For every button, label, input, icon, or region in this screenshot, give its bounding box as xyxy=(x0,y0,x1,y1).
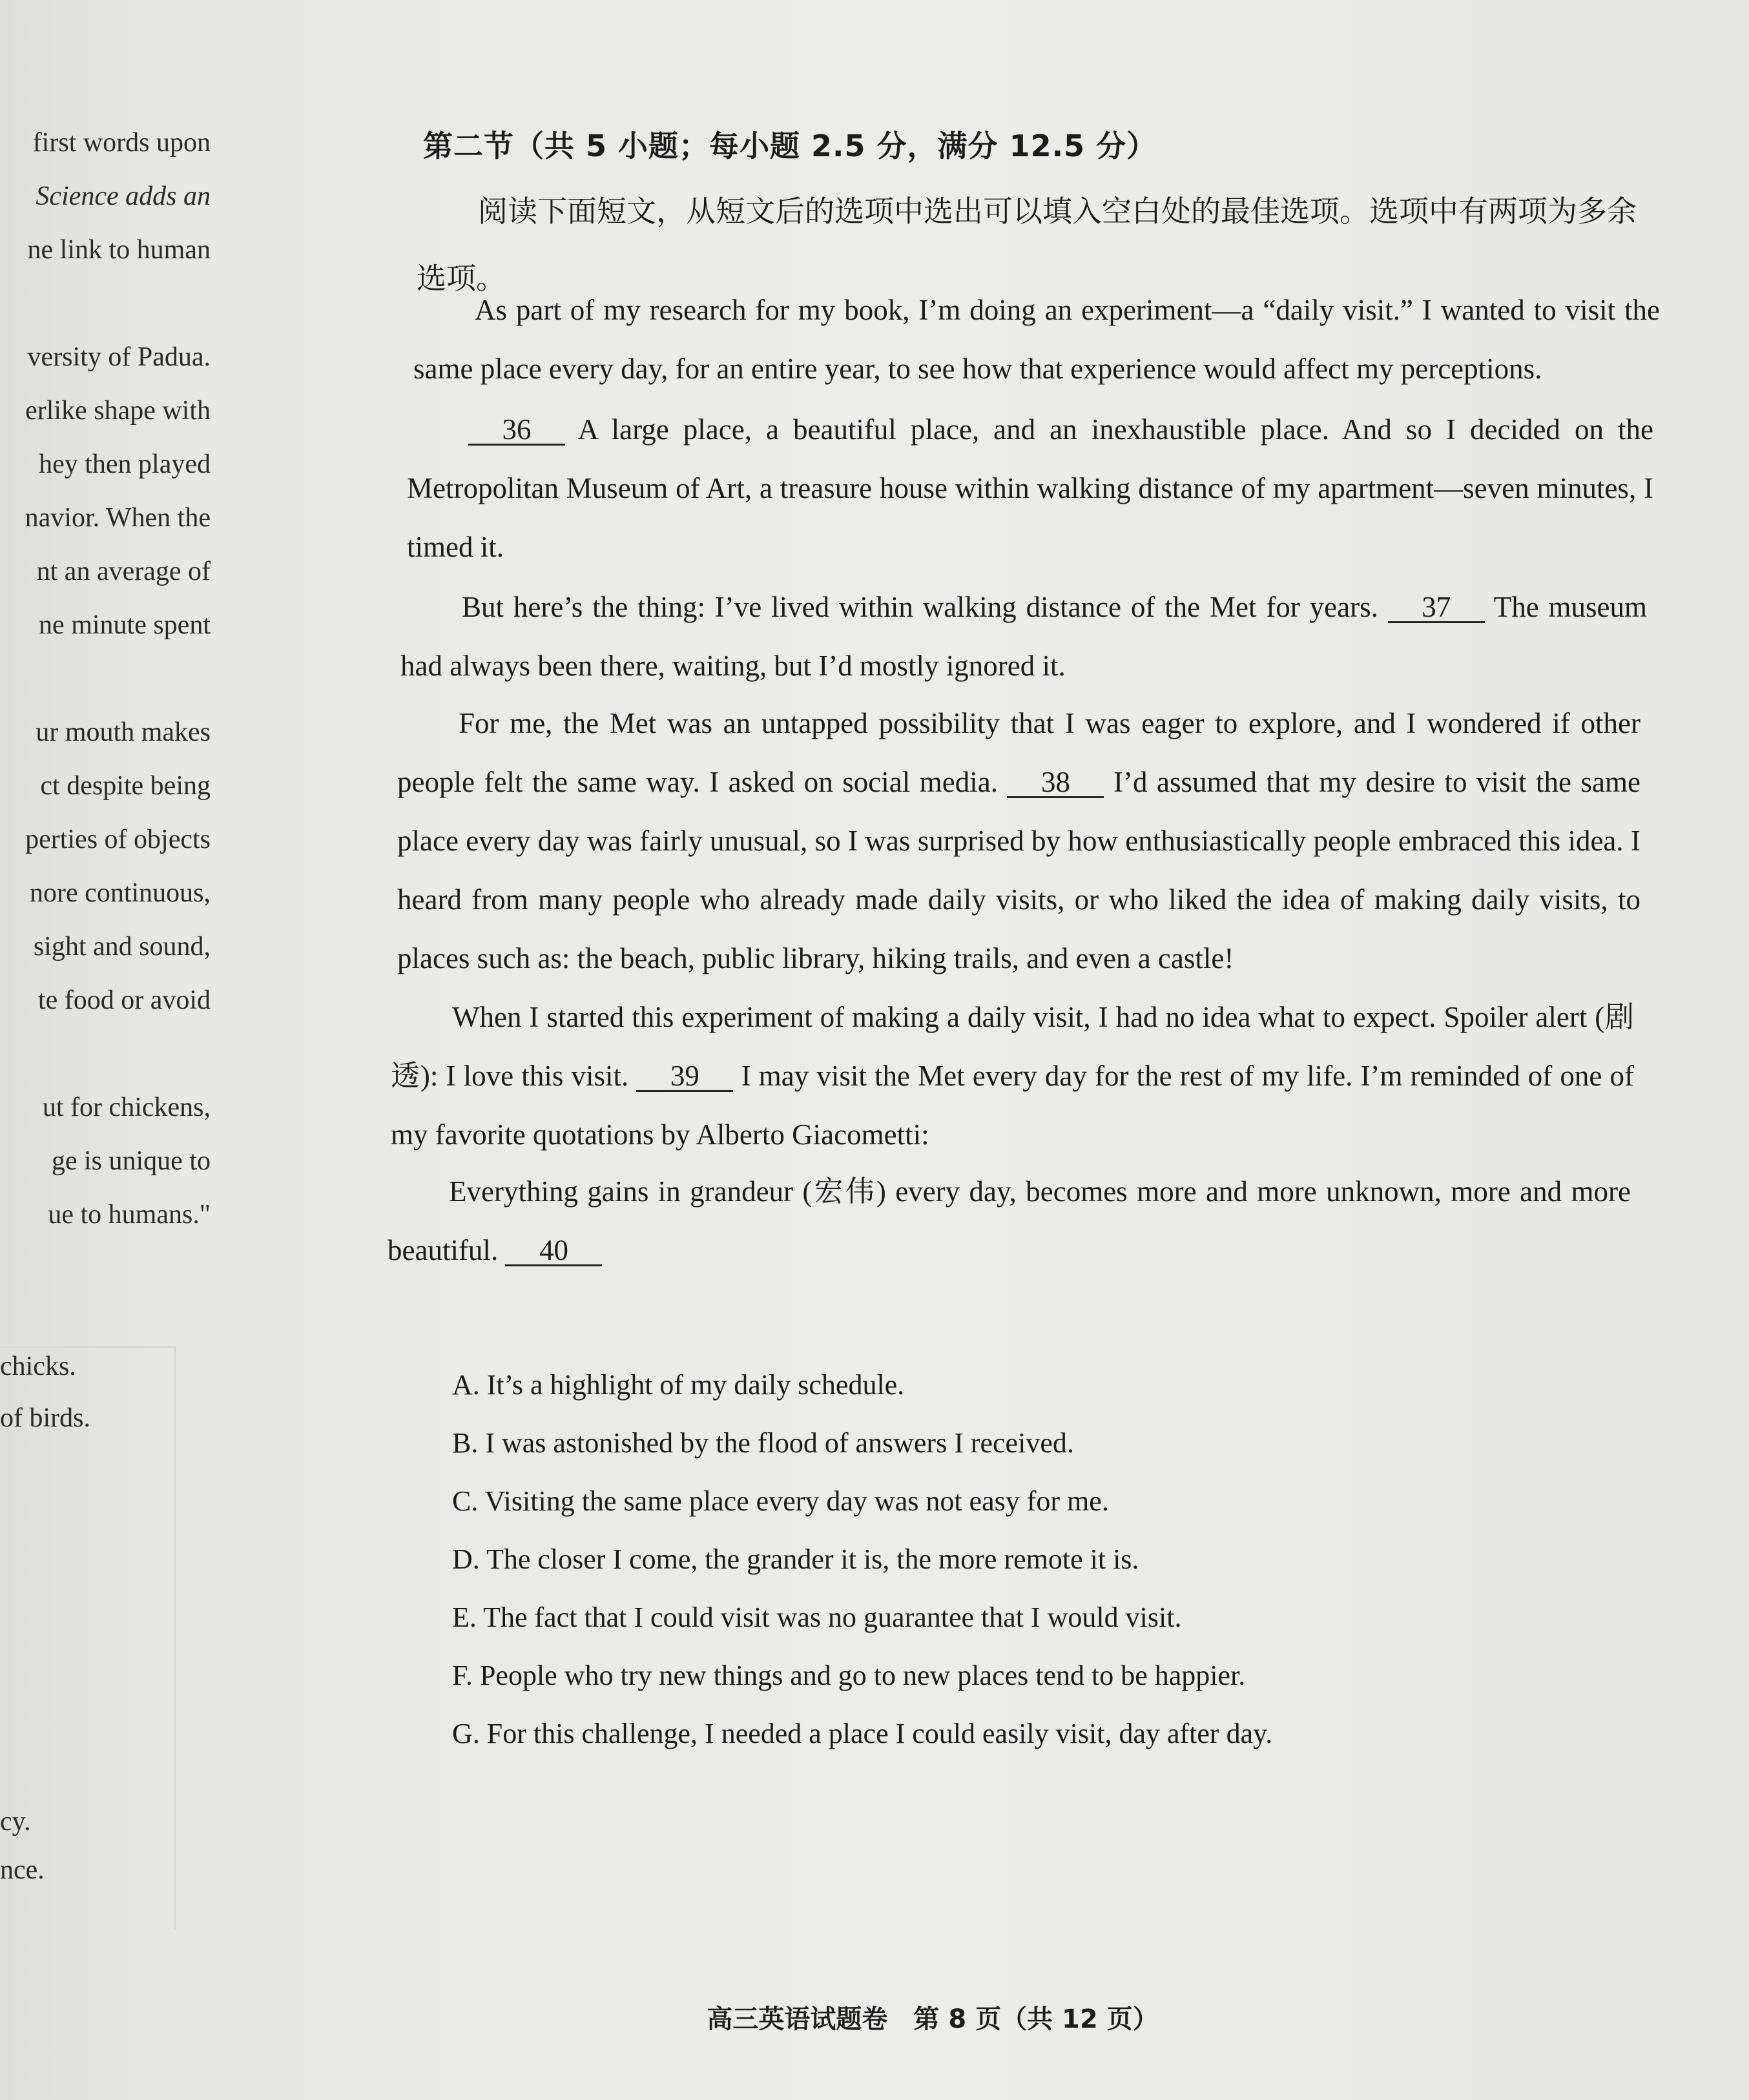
left-line: chicks. xyxy=(0,1352,76,1381)
left-line: versity of Padua. xyxy=(27,342,211,372)
left-line: nce. xyxy=(0,1855,45,1885)
left-line: ut for chickens, xyxy=(42,1093,211,1122)
blank-38: 38 xyxy=(1007,768,1104,798)
left-line: ne link to human xyxy=(27,235,211,265)
page-footer: 高三英语试题卷 第 8 页（共 12 页） xyxy=(707,2004,1159,2034)
passage-text: I may visit the Met every day for the rest of my life. I’m reminded of one of my favorite quotations by Alberto Giacometti: xyxy=(391,1060,1635,1151)
left-line: erlike shape with xyxy=(25,396,211,426)
passage-text: For me, the Met was an untapped possibility that I was eager to explore, and I wondered if other people felt the same way. I asked on social media. xyxy=(397,707,1640,798)
passage-text: But here’s the thing: I’ve lived within walking distance of the Met for years. xyxy=(462,591,1378,623)
option-b: B. I was astonished by the flood of answers I received. xyxy=(452,1427,1074,1459)
passage-text: When I started this experiment of making a daily visit, I had no idea what to expect. Spoiler alert (剧透): I love this visit. xyxy=(391,1001,1634,1092)
left-line: of birds. xyxy=(0,1403,90,1433)
left-line: ne minute spent xyxy=(39,610,211,640)
passage-text: Everything gains in grandeur (宏伟) every day, becomes more and more unknown, more and more beautiful. xyxy=(388,1175,1631,1266)
left-line: ge is unique to xyxy=(51,1146,211,1176)
left-line: cy. xyxy=(0,1807,31,1837)
option-a: A. It’s a highlight of my daily schedule. xyxy=(452,1369,905,1401)
blank-39: 39 xyxy=(636,1062,733,1092)
blank-36: 36 xyxy=(468,415,565,446)
passage-paragraph-3 xyxy=(400,578,1647,695)
answer-options xyxy=(452,1356,1272,1763)
passage-paragraph-1 xyxy=(413,281,1660,398)
left-line: perties of objects xyxy=(25,825,211,854)
passage-paragraph-2 xyxy=(407,400,1653,577)
left-line: hey then played xyxy=(39,449,211,479)
blank-37: 37 xyxy=(1388,593,1485,623)
left-line: first words upon xyxy=(32,128,211,158)
left-line: ue to humans." xyxy=(48,1200,211,1230)
left-table-border xyxy=(0,1346,176,1929)
option-f: F. People who try new things and go to new places tend to be happier. xyxy=(452,1660,1246,1691)
left-line: nt an average of xyxy=(36,557,211,586)
left-line: te food or avoid xyxy=(37,985,211,1015)
left-line: ct despite being xyxy=(40,771,211,801)
left-line: navior. When the xyxy=(25,503,211,533)
passage-paragraph-6 xyxy=(388,1162,1631,1280)
option-g: G. For this challenge, I needed a place I could easily visit, day after day. xyxy=(452,1718,1273,1749)
blank-40: 40 xyxy=(505,1236,602,1266)
option-c: C. Visiting the same place every day was not easy for me. xyxy=(452,1485,1109,1517)
left-line: sight and sound, xyxy=(33,932,211,962)
passage-paragraph-5 xyxy=(391,988,1634,1164)
section-title: 第二节（共 5 小题；每小题 2.5 分，满分 12.5 分） xyxy=(423,129,1157,163)
option-e: E. The fact that I could visit was no guarantee that I would visit. xyxy=(452,1601,1182,1633)
option-d: D. The closer I come, the grander it is, the more remote it is. xyxy=(452,1543,1139,1575)
passage-text: I’d assumed that my desire to visit the same place every day was fairly unusual, so I was surprised by how enthusiastically people embraced this idea. I heard from many people who already made daily visits, or who liked the idea of making daily visits, to places such as: the beach, public library, hiking trails, and even a castle! xyxy=(397,766,1641,974)
left-line: Science adds an xyxy=(36,181,211,211)
section-instruction: 阅读下面短文，从短文后的选项中选出可以填入空白处的最佳选项。选项中有两项为多余选项。 xyxy=(417,194,1637,296)
passage-text: The museum had always been there, waiting, but I’d mostly ignored it. xyxy=(400,591,1648,682)
passage-text: As part of my research for my book, I’m doing an experiment—a “daily visit.” I wanted to visit the same place every day, for an entire year, to see how that experience would affect my perceptions. xyxy=(413,294,1660,385)
passage-paragraph-4 xyxy=(397,694,1640,988)
left-line: nore continuous, xyxy=(30,878,211,908)
passage-text: A large place, a beautiful place, and an inexhaustible place. And so I decided on the Metropolitan Museum of Art, a treasure house within walking distance of my apartment—seven minutes, I timed it. xyxy=(407,413,1653,563)
left-line: ur mouth makes xyxy=(36,717,211,747)
